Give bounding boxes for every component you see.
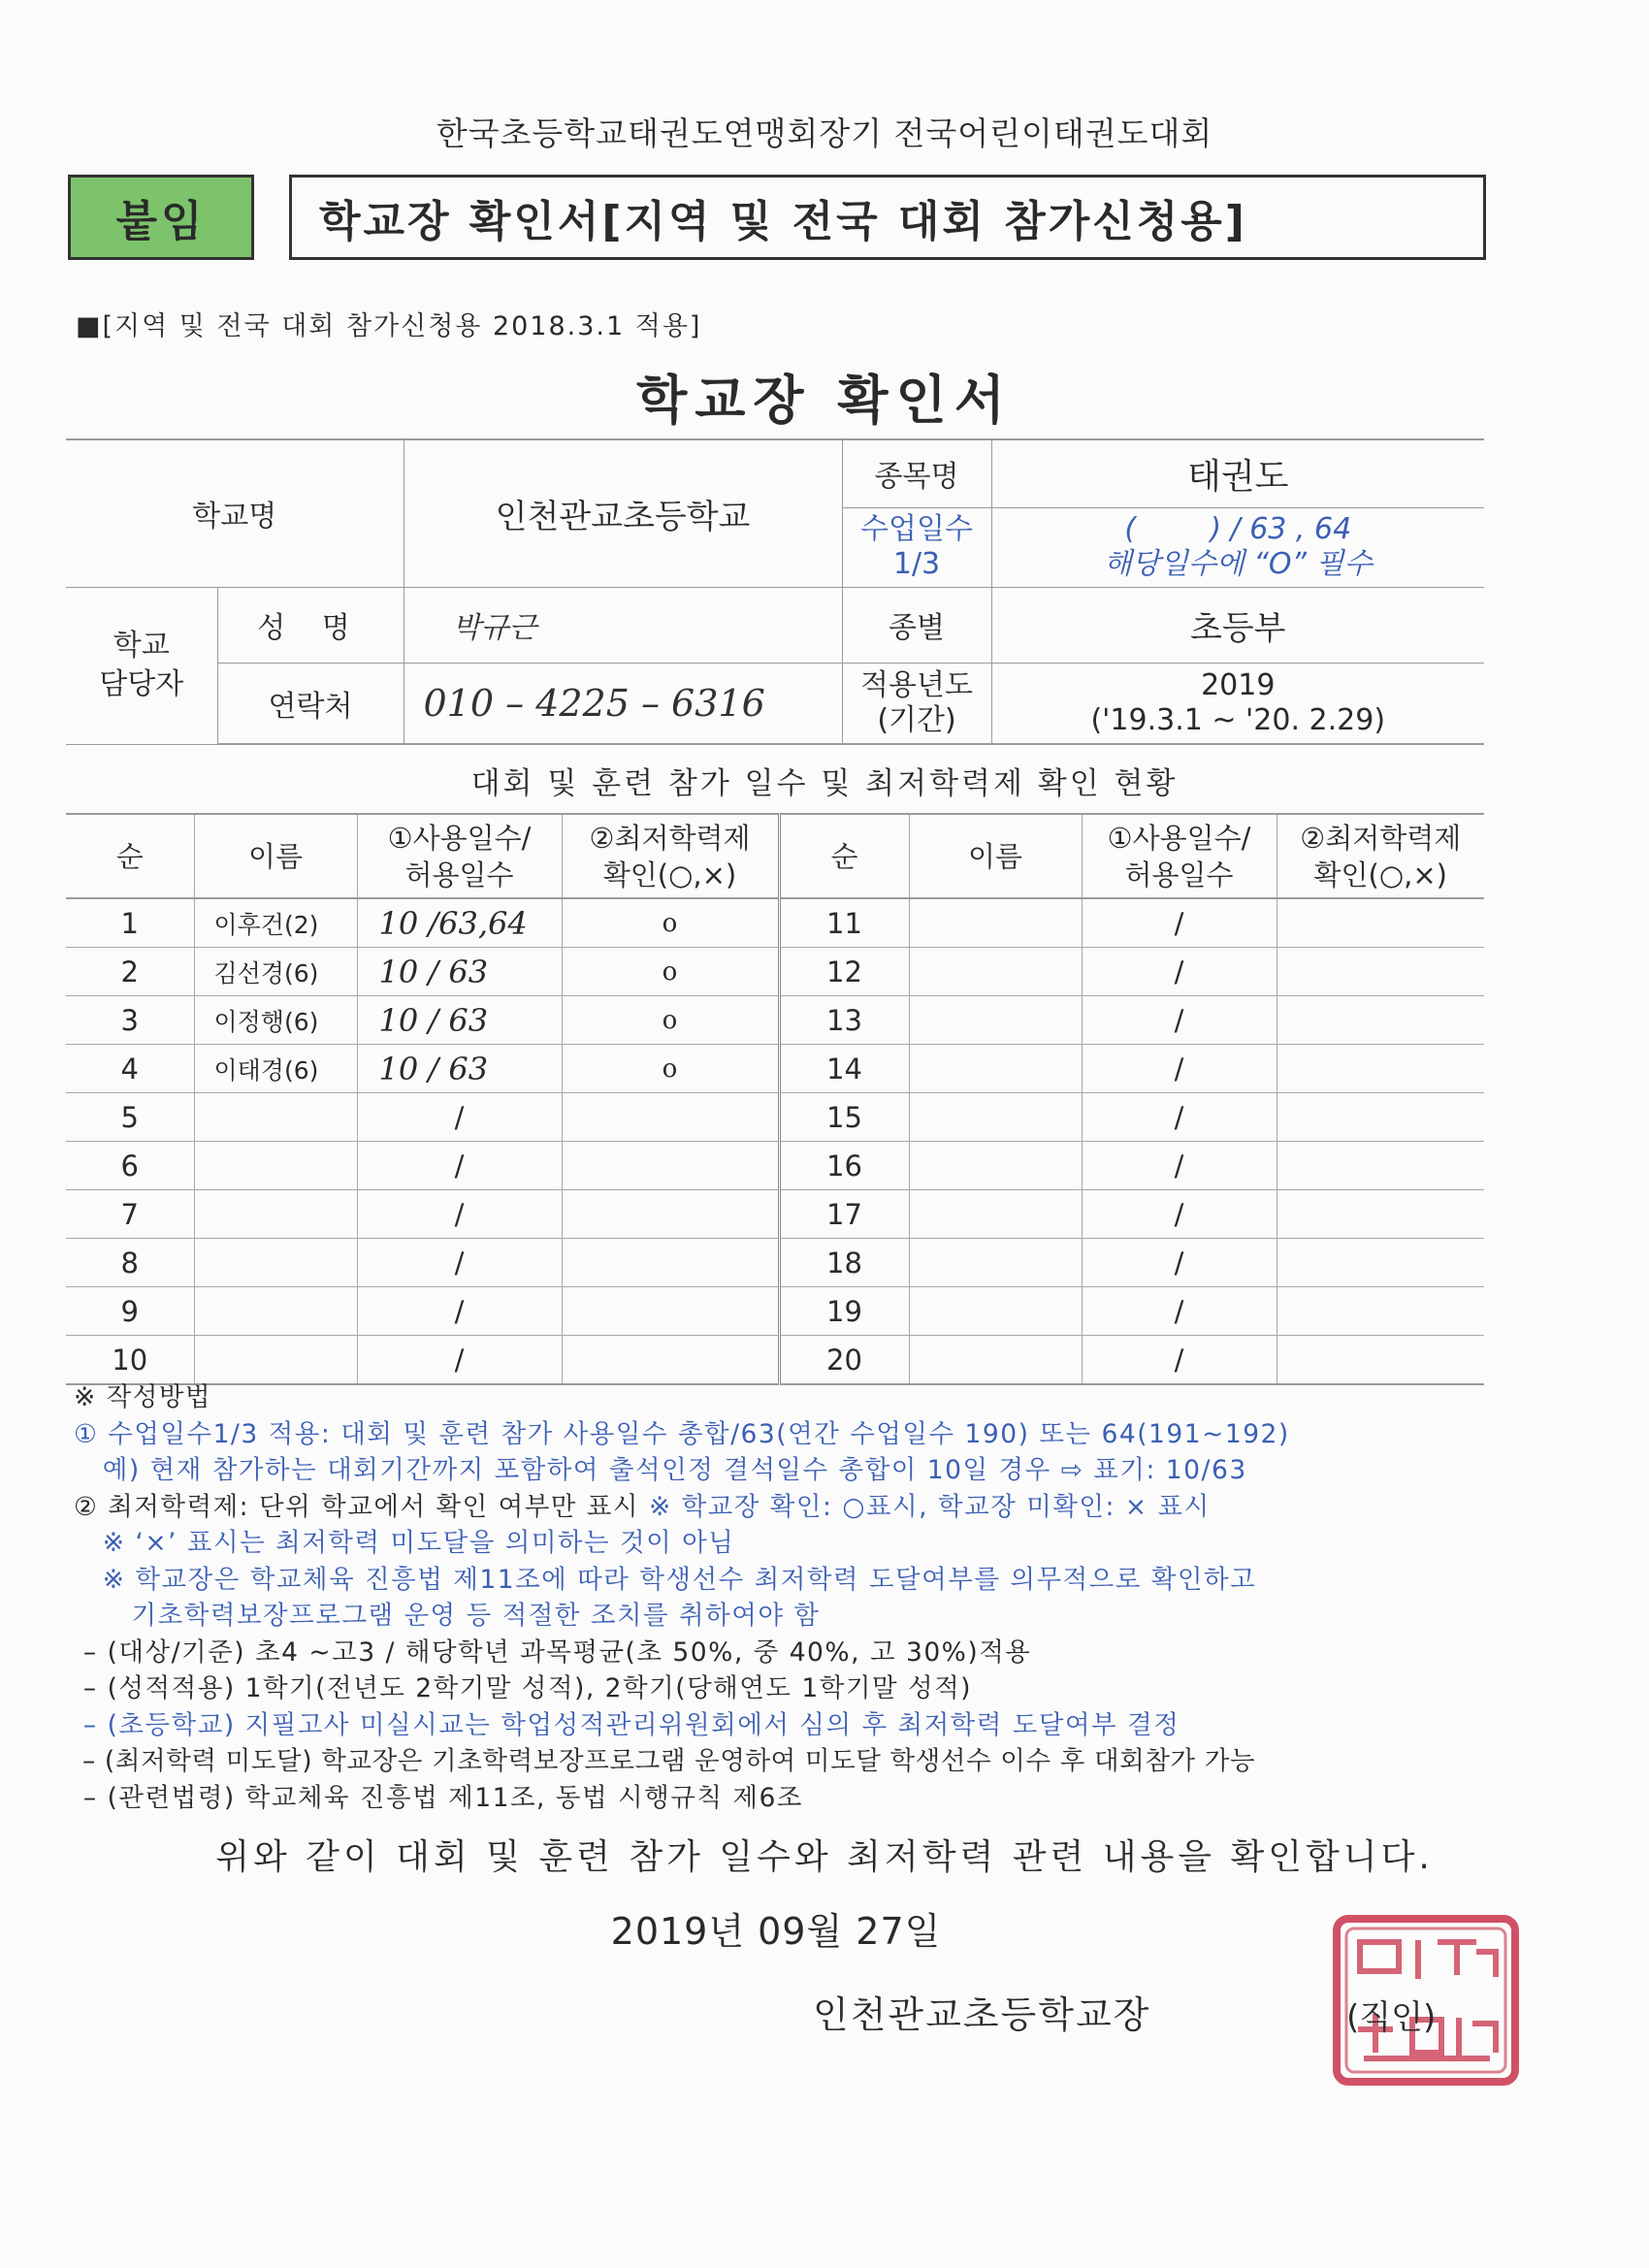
achievement-check bbox=[1277, 1142, 1484, 1190]
achievement-check bbox=[562, 1287, 779, 1336]
sport-label: 종목명 bbox=[842, 439, 991, 507]
contact-name-label: 성 명 bbox=[217, 587, 404, 663]
row-number: 14 bbox=[779, 1045, 909, 1093]
student-name bbox=[909, 1142, 1082, 1190]
achievement-check bbox=[1277, 996, 1484, 1045]
school-name-label: 학교명 bbox=[66, 439, 404, 587]
col-header-allowed: 허용일수 bbox=[404, 858, 514, 891]
student-name bbox=[194, 1336, 357, 1385]
used-days: / bbox=[357, 1142, 562, 1190]
contact-name-signature: 박규근 bbox=[404, 587, 842, 663]
row-number: 8 bbox=[66, 1239, 194, 1287]
attachment-badge: 붙임 bbox=[68, 175, 254, 260]
student-name bbox=[194, 1239, 357, 1287]
student-name bbox=[909, 948, 1082, 996]
student-name: 김선경(6) bbox=[194, 948, 357, 996]
table-row bbox=[66, 1142, 1484, 1190]
used-days: / bbox=[357, 1093, 562, 1142]
contact-group-label: 학교 bbox=[113, 629, 170, 663]
contact-phone-label: 연락처 bbox=[217, 663, 404, 744]
used-days: / bbox=[1082, 1190, 1277, 1239]
status-heading: 대회 및 훈련 참가 일수 및 최저학력제 확인 현황 bbox=[470, 766, 1179, 801]
year-label: 적용년도 bbox=[860, 667, 973, 702]
instruction-line-3-note: ※ 학교장 확인: ○표시, 학교장 미확인: × 표시 bbox=[648, 1491, 1211, 1522]
instruction-line-3: ② 최저학력제: 단위 학교에서 확인 여부만 표시 bbox=[74, 1491, 649, 1522]
col-header-no-2: 순 bbox=[779, 814, 909, 898]
achievement-check bbox=[1277, 1239, 1484, 1287]
row-number: 1 bbox=[66, 898, 194, 948]
application-note: ■[지역 및 전국 대회 참가신청용 2018.3.1 적용] bbox=[76, 311, 702, 341]
instruction-line-4: ※ ‘×’ 표시는 최저학력 미도달을 의미하는 것이 아님 bbox=[74, 1528, 735, 1558]
row-number: 10 bbox=[66, 1336, 194, 1385]
achievement-check bbox=[562, 1239, 779, 1287]
event-title: 한국초등학교태권도연맹회장기 전국어린이태권도대회 bbox=[436, 114, 1213, 152]
used-days: / bbox=[1082, 1287, 1277, 1336]
used-days: / bbox=[1082, 898, 1277, 948]
student-name bbox=[909, 1239, 1082, 1287]
student-name bbox=[909, 1093, 1082, 1142]
student-name bbox=[194, 1142, 357, 1190]
table-row bbox=[66, 996, 1484, 1045]
seal-label: (직인) bbox=[1346, 1998, 1437, 2037]
period-value: ('19.3.1 ~ '20. 2.29) bbox=[1090, 702, 1386, 737]
student-name bbox=[909, 898, 1082, 948]
achievement-check: o bbox=[562, 898, 779, 948]
student-name bbox=[909, 1287, 1082, 1336]
used-days: / bbox=[357, 1239, 562, 1287]
instruction-line-1: ① 수업일수1/3 적용: 대회 및 훈련 참가 사용일수 총합/63(연간 수업일수 190) 또는 64(191~192) bbox=[74, 1418, 1290, 1449]
row-number: 6 bbox=[66, 1142, 194, 1190]
table-row bbox=[66, 948, 1484, 996]
student-name bbox=[909, 996, 1082, 1045]
instruction-line-6: 기초학력보장프로그램 운영 등 적절한 조치를 취하여야 함 bbox=[74, 1601, 821, 1631]
used-days: / bbox=[357, 1190, 562, 1239]
division-value: 초등부 bbox=[991, 587, 1484, 663]
achievement-check: o bbox=[562, 996, 779, 1045]
achievement-check bbox=[1277, 948, 1484, 996]
principal-title: 인천관교초등학교장 bbox=[813, 1993, 1151, 2036]
student-name bbox=[909, 1190, 1082, 1239]
instruction-line-8: – (성적적용) 1학기(전년도 2학기말 성적), 2학기(당해연도 1학기말 성적) bbox=[74, 1673, 973, 1703]
instruction-line-5: ※ 학교장은 학교체육 진흥법 제11조에 따라 학생선수 최저학력 도달여부를 의무적으로 확인하고 bbox=[74, 1564, 1257, 1595]
student-name bbox=[909, 1045, 1082, 1093]
col-header-check-2: ②최저학력제 bbox=[1300, 821, 1462, 855]
row-number: 20 bbox=[779, 1336, 909, 1385]
achievement-check: o bbox=[562, 1045, 779, 1093]
achievement-check bbox=[1277, 898, 1484, 948]
confirmation-statement: 위와 같이 대회 및 훈련 참가 일수와 최저학력 관련 내용을 확인합니다. bbox=[215, 1837, 1434, 1877]
col-header-check-mark-2: 확인(○,×) bbox=[1313, 858, 1447, 891]
col-header-allowed-2: 허용일수 bbox=[1124, 858, 1234, 891]
row-number: 17 bbox=[779, 1190, 909, 1239]
sport-value: 태권도 bbox=[991, 439, 1484, 507]
table-row bbox=[66, 1239, 1484, 1287]
used-days: 10 / 63 bbox=[357, 948, 562, 996]
class-days-value: ( ) / 63 , 64 bbox=[1124, 512, 1352, 546]
achievement-check bbox=[1277, 1190, 1484, 1239]
achievement-check bbox=[562, 1142, 779, 1190]
student-name: 이태경(6) bbox=[194, 1045, 357, 1093]
student-name: 이정행(6) bbox=[194, 996, 357, 1045]
col-header-check: ②최저학력제 bbox=[589, 821, 751, 855]
col-header-name-2: 이름 bbox=[909, 814, 1082, 898]
class-days-label: 수업일수 bbox=[860, 512, 973, 546]
used-days: / bbox=[1082, 996, 1277, 1045]
used-days: / bbox=[1082, 1239, 1277, 1287]
student-name: 이후건(2) bbox=[194, 898, 357, 948]
col-header-days-2: ①사용일수/ bbox=[1107, 821, 1251, 855]
signing-date: 2019년 09월 27일 bbox=[610, 1910, 942, 1953]
document-title: 학교장 확인서[지역 및 전국 대회 참가신청용] bbox=[289, 175, 1486, 260]
student-name bbox=[194, 1190, 357, 1239]
used-days: 10 / 63 bbox=[357, 996, 562, 1045]
used-days: / bbox=[357, 1336, 562, 1385]
col-header-check-mark: 확인(○,×) bbox=[602, 858, 737, 891]
row-number: 5 bbox=[66, 1093, 194, 1142]
student-name bbox=[909, 1336, 1082, 1385]
instruction-line-7: – (대상/기준) 초4 ~고3 / 해당학년 과목평균(초 50%, 중 40%, 고 30%)적용 bbox=[74, 1636, 1032, 1668]
year-value: 2019 bbox=[1201, 667, 1276, 702]
row-number: 9 bbox=[66, 1287, 194, 1336]
used-days: / bbox=[357, 1287, 562, 1336]
row-number: 7 bbox=[66, 1190, 194, 1239]
table-row bbox=[66, 1045, 1484, 1093]
achievement-check: o bbox=[562, 948, 779, 996]
achievement-check bbox=[1277, 1336, 1484, 1385]
achievement-check bbox=[1277, 1093, 1484, 1142]
instruction-line-11: – (관련법령) 학교체육 진흥법 제11조, 동법 시행규칙 제6조 bbox=[74, 1782, 803, 1813]
period-label: (기간) bbox=[877, 702, 956, 737]
table-row bbox=[66, 1190, 1484, 1239]
achievement-check bbox=[1277, 1045, 1484, 1093]
page-title: 학교장 확인서 bbox=[636, 370, 1013, 431]
row-number: 13 bbox=[779, 996, 909, 1045]
contact-group-label-2: 담당자 bbox=[99, 667, 184, 701]
school-name-value: 인천관교초등학교 bbox=[404, 439, 842, 587]
used-days: 10 /63,64 bbox=[357, 898, 562, 948]
student-name bbox=[194, 1287, 357, 1336]
achievement-check bbox=[562, 1093, 779, 1142]
school-info-table bbox=[66, 438, 1484, 745]
instructions-heading: ※ 작성방법 bbox=[74, 1382, 212, 1412]
table-row bbox=[66, 1093, 1484, 1142]
contact-phone-value: 010 – 4225 – 6316 bbox=[404, 663, 842, 744]
row-number: 4 bbox=[66, 1045, 194, 1093]
division-label: 종별 bbox=[842, 587, 991, 663]
achievement-check bbox=[562, 1336, 779, 1385]
used-days: / bbox=[1082, 948, 1277, 996]
instruction-line-9: – (초등학교) 지필고사 미실시교는 학업성적관리위원회에서 심의 후 최저학력 도달여부 결정 bbox=[74, 1709, 1180, 1740]
row-number: 2 bbox=[66, 948, 194, 996]
class-days-ratio-label: 1/3 bbox=[892, 547, 941, 581]
row-number: 16 bbox=[779, 1142, 909, 1190]
table-row bbox=[66, 898, 1484, 948]
participation-table bbox=[66, 813, 1484, 1385]
used-days: / bbox=[1082, 1045, 1277, 1093]
class-days-instruction: 해당일수에 “O” 필수 bbox=[1103, 547, 1373, 581]
instruction-line-10: – (최저학력 미도달) 학교장은 기초학력보장프로그램 운영하여 미도달 학생선수 이수 후 대회참가 가능 bbox=[74, 1746, 1256, 1776]
used-days: / bbox=[1082, 1336, 1277, 1385]
row-number: 15 bbox=[779, 1093, 909, 1142]
table-row bbox=[66, 1287, 1484, 1336]
achievement-check bbox=[1277, 1287, 1484, 1336]
student-name bbox=[194, 1093, 357, 1142]
row-number: 19 bbox=[779, 1287, 909, 1336]
col-header-no: 순 bbox=[66, 814, 194, 898]
instructions bbox=[74, 1379, 1509, 1816]
table-row bbox=[66, 1336, 1484, 1385]
used-days: / bbox=[1082, 1093, 1277, 1142]
col-header-name: 이름 bbox=[194, 814, 357, 898]
achievement-check bbox=[562, 1190, 779, 1239]
row-number: 3 bbox=[66, 996, 194, 1045]
row-number: 12 bbox=[779, 948, 909, 996]
instruction-line-2: 예) 현재 참가하는 대회기간까지 포함하여 출석인정 결석일수 총합이 10일 경우 ⇨ 표기: 10/63 bbox=[74, 1455, 1247, 1485]
row-number: 18 bbox=[779, 1239, 909, 1287]
used-days: 10 / 63 bbox=[357, 1045, 562, 1093]
used-days: / bbox=[1082, 1142, 1277, 1190]
col-header-days: ①사용일수/ bbox=[387, 821, 532, 855]
row-number: 11 bbox=[779, 898, 909, 948]
